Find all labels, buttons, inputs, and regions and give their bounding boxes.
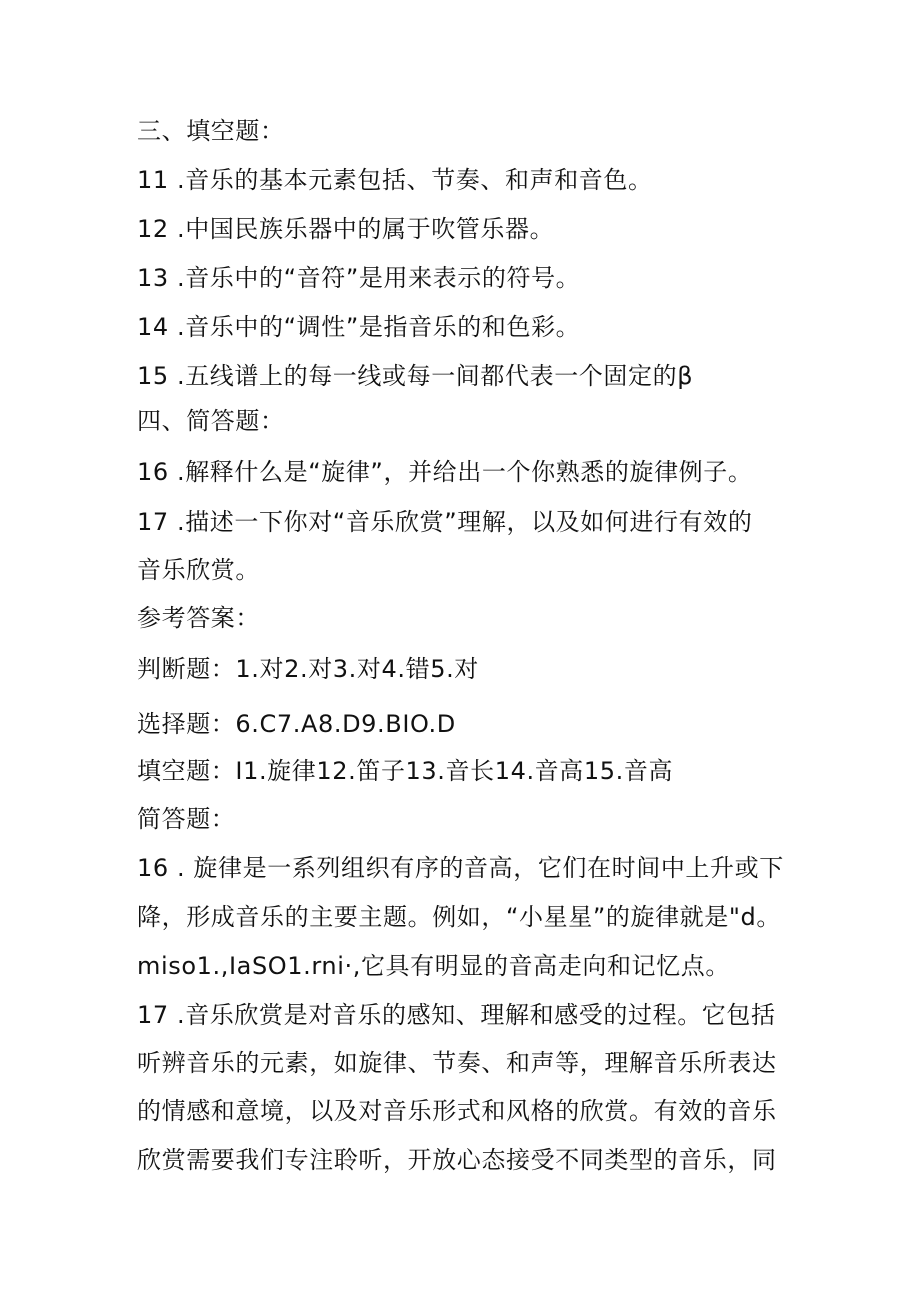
answer-16-line-1: 16 . 旋律是一系列组织有序的音高，它们在时间中上升或下 (137, 854, 784, 882)
answer-16-line-3: miso1.,IaSO1.rni·,它具有明显的音高走向和记忆点。 (137, 952, 730, 980)
answer-17-line-4: 欣赏需要我们专注聆听，开放心态接受不同类型的音乐，同 (137, 1146, 777, 1174)
question-15: 15 .五线谱上的每一线或每一间都代表一个固定的β (137, 362, 694, 390)
section-heading-fill-blank: 三、填空题： (137, 117, 285, 145)
question-13: 13 .音乐中的“音符”是用来表示的符号。 (137, 264, 581, 292)
answer-17-line-3: 的情感和意境，以及对音乐形式和风格的欣赏。有效的音乐 (137, 1097, 777, 1125)
answer-true-false: 判断题：1.对2.对3.对4.错5.对 (137, 655, 479, 683)
answer-17-line-1: 17 .音乐欣赏是对音乐的感知、理解和感受的过程。它包括 (137, 1001, 776, 1029)
section-heading-short-answer: 四、简答题： (137, 407, 285, 435)
question-17-line-1: 17 .描述一下你对“音乐欣赏”理解，以及如何进行有效的 (137, 508, 753, 536)
question-11: 11 .音乐的基本元素包括、节奏、和声和音色。 (137, 166, 653, 194)
question-12: 12 .中国民族乐器中的属于吹管乐器。 (137, 215, 555, 243)
answer-16-line-2: 降，形成音乐的主要主题。例如，“小星星”的旋律就是"d。 (137, 903, 781, 931)
answer-fill-blank: 填空题：I1.旋律12.笛子13.音长14.音高15.音高 (137, 757, 674, 785)
question-14: 14 .音乐中的“调性”是指音乐的和色彩。 (137, 313, 581, 341)
answer-short-heading: 简答题： (137, 805, 236, 833)
question-17-line-2: 音乐欣赏。 (137, 556, 260, 584)
section-heading-reference-answers: 参考答案： (137, 604, 260, 632)
answer-multiple-choice: 选择题：6.C7.A8.D9.BIO.D (137, 710, 456, 738)
answer-17-line-2: 听辨音乐的元素，如旋律、节奏、和声等，理解音乐所表达 (137, 1049, 777, 1077)
question-16: 16 .解释什么是“旋律”，并给出一个你熟悉的旋律例子。 (137, 458, 753, 486)
